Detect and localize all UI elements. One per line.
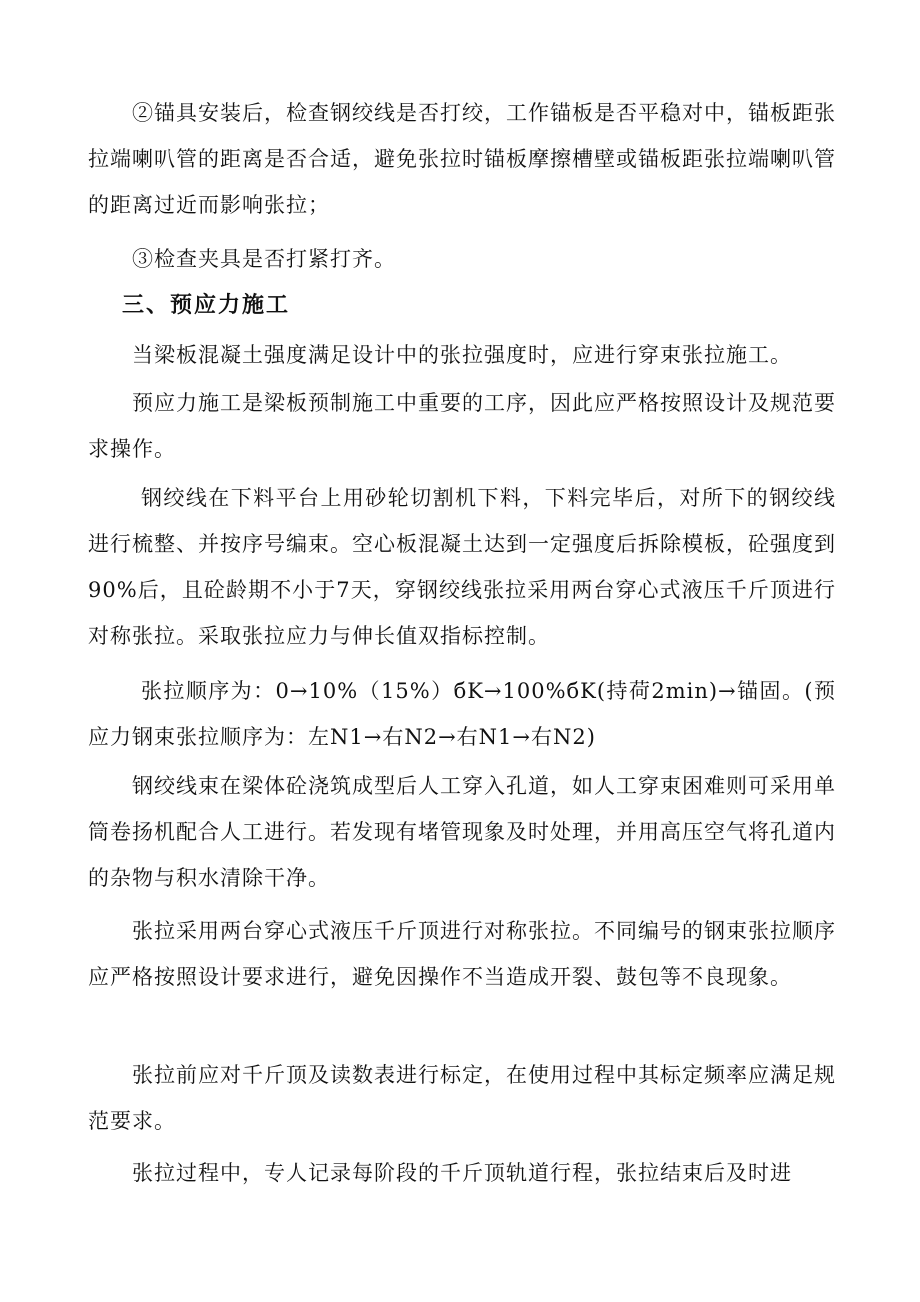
paragraph-clamp-check: ③检查夹具是否打紧打齐。 bbox=[88, 247, 396, 271]
paragraph-prestress-importance: 预应力施工是梁板预制施工中重要的工序，因此应严格按照设计及规范要求操作。 bbox=[88, 391, 836, 461]
paragraph-strand-cutting: 钢绞线在下料平台上用砂轮切割机下料，下料完毕后，对所下的钢绞线进行梳整、并按序号编束。空心板混凝土达到一定强度后拆除模板，砼强度到90%后，且砼龄期不小于7天，穿钢绞线张拉采用两台穿心式液压千斤顶进行对称张拉。采取张拉应力与伸长值双指标控制。 bbox=[88, 486, 836, 648]
paragraph-symmetric-tension: 张拉采用两台穿心式液压千斤顶进行对称张拉。不同编号的钢束张拉顺序应严格按照设计要求进行，避免因操作不当造成开裂、鼓包等不良现象。 bbox=[88, 919, 836, 989]
paragraph-anchor-check: ②锚具安装后，检查钢绞线是否打绞，工作锚板是否平稳对中，锚板距张拉端喇叭管的距离是否合适，避免张拉时锚板摩擦槽壁或锚板距张拉端喇叭管的距离过近而影响张拉； bbox=[88, 101, 836, 217]
paragraph-strand-threading: 钢绞线束在梁体砼浇筑成型后人工穿入孔道，如人工穿束困难则可采用单筒卷扬机配合人工进行。若发现有堵管现象及时处理，并用高压空气将孔道内的杂物与积水清除干净。 bbox=[88, 774, 836, 890]
section-heading: 三、预应力施工 bbox=[122, 293, 291, 318]
paragraph-tension-sequence: 张拉顺序为：0→10%（15%）бK→100%бK(持荷2min)→锚固。(预应力钢束张拉顺序为：左N1→右N2→右N1→右N2) bbox=[88, 679, 836, 749]
paragraph-recording: 张拉过程中，专人记录每阶段的千斤顶轨道行程，张拉结束后及时进 bbox=[88, 1161, 792, 1185]
paragraph-tension-condition: 当梁板混凝土强度满足设计中的张拉强度时，应进行穿束张拉施工。 bbox=[88, 343, 792, 367]
paragraph-calibration: 张拉前应对千斤顶及读数表进行标定，在使用过程中其标定频率应满足规范要求。 bbox=[88, 1063, 836, 1133]
